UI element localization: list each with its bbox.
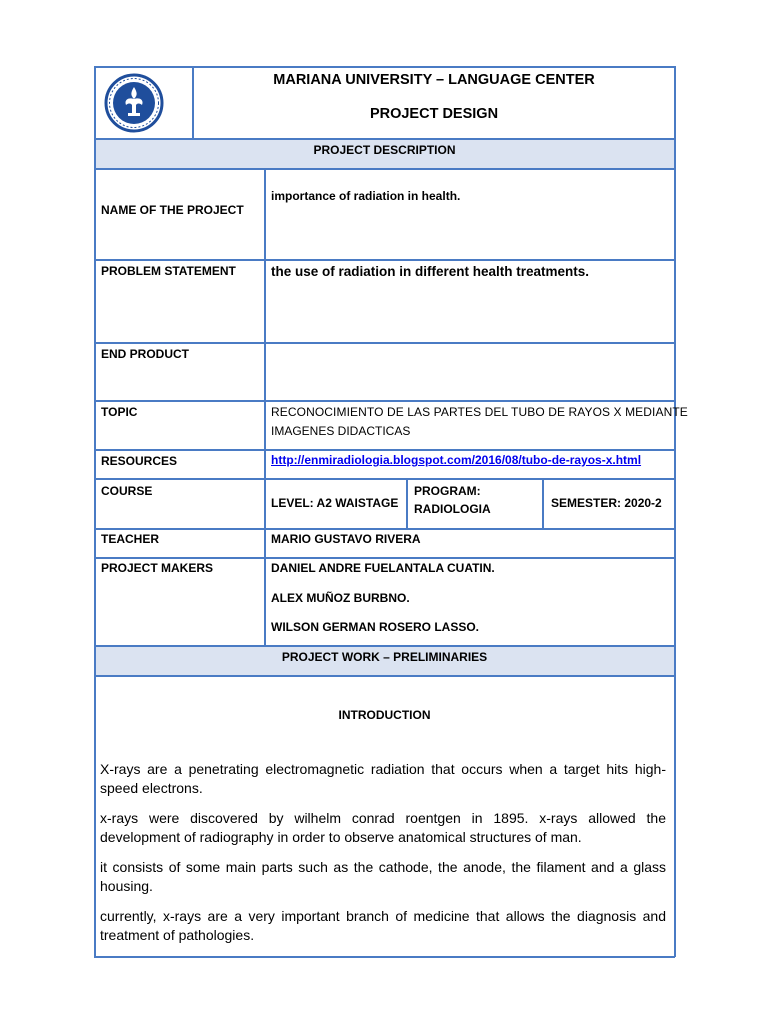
introduction-heading: INTRODUCTION	[338, 708, 431, 722]
maker-item: DANIEL ANDRE FUELANTALA CUATIN.	[271, 561, 495, 575]
course-level: LEVEL: A2 WAISTAGE	[271, 496, 399, 510]
teacher-value: MARIO GUSTAVO RIVERA	[271, 532, 421, 546]
intro-paragraph-2: x-rays were discovered by wilhelm conrad roentgen in 1895. x-rays allowed the development of radiography in order to observe anatomical structures of man.	[100, 810, 666, 845]
section-preliminaries-title: PROJECT WORK – PRELIMINARIES	[281, 650, 488, 664]
makers-label: PROJECT MAKERS	[101, 561, 214, 575]
page-subtitle: PROJECT DESIGN	[369, 106, 499, 122]
name-label: NAME OF THE PROJECT	[101, 203, 244, 217]
intro-paragraph-3: it consists of some main parts such as the cathode, the anode, the filament and a glass housing.	[100, 859, 666, 894]
teacher-label: TEACHER	[101, 532, 160, 546]
topic-label: TOPIC	[101, 405, 138, 419]
maker-item: ALEX MUÑOZ BURBNO.	[271, 591, 410, 605]
intro-paragraph-4: currently, x-rays are a very important branch of medicine that allows the diagnosis and treatment of pathologies.	[100, 908, 666, 943]
end-product-label: END PRODUCT	[101, 347, 190, 361]
problem-value: the use of radiation in different health treatments.	[271, 264, 590, 279]
course-program-value: RADIOLOGIA	[414, 502, 491, 516]
maker-item: WILSON GERMAN ROSERO LASSO.	[271, 620, 480, 634]
university-seal-icon	[104, 73, 164, 133]
course-semester: SEMESTER: 2020-2	[551, 496, 662, 510]
page-title: MARIANA UNIVERSITY – LANGUAGE CENTER	[273, 72, 595, 88]
name-value: importance of radiation in health.	[271, 189, 461, 203]
course-program-label: PROGRAM:	[414, 484, 481, 498]
resources-link[interactable]: http://enmiradiologia.blogspot.com/2016/08/tubo-de-rayos-x.html	[271, 453, 642, 467]
problem-label: PROBLEM STATEMENT	[101, 264, 236, 278]
resources-label: RESOURCES	[101, 454, 178, 468]
section-description-title: PROJECT DESCRIPTION	[313, 143, 456, 157]
topic-value-line1: RECONOCIMIENTO DE LAS PARTES DEL TUBO DE RAYOS X MEDIANTE	[271, 405, 688, 419]
intro-paragraph-1: X-rays are a penetrating electromagnetic radiation that occurs when a target hits high-speed electrons.	[100, 761, 666, 796]
topic-value-line2: IMAGENES DIDACTICAS	[271, 424, 411, 438]
course-label: COURSE	[101, 484, 153, 498]
